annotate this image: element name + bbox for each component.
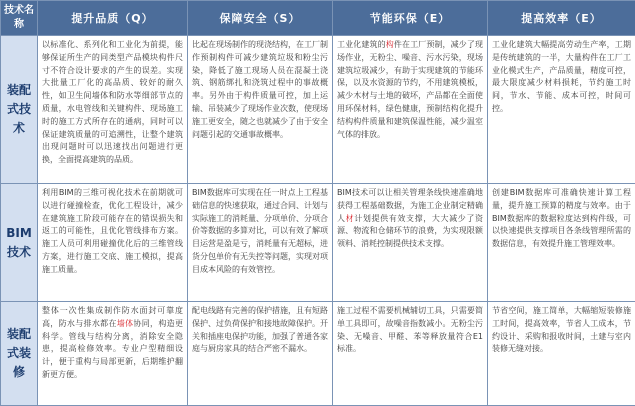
cell-prefab-safety [188, 36, 333, 184]
cell-text: BIM技术可以让相关管理条线快速准确地获得工程基础数据，为施工企业制定精确人 [337, 188, 483, 223]
column-header-efficiency: 提高效率（E） [488, 1, 635, 36]
row-header-prefab: 装配式技术 [1, 36, 38, 184]
header-row [1, 1, 635, 36]
row-header-bim: BIM技术 [1, 184, 38, 302]
cell-decoration-energy [333, 302, 488, 406]
cell-text: 整体一次性集成制作防水面封可靠度高，防水与排水都在 [42, 306, 183, 328]
highlighted-text: 材 [346, 214, 355, 223]
cell-text: 创建BIM数据库可准确快速计算工程量，提升施工预算的精度与效率。由于BIM数据库的数据粒度达到构件级，可以快速提供支撑项目各条线管理所需的数据信息，有效提升施工管理效率。 [492, 188, 631, 248]
highlighted-text: 墙体 [117, 319, 134, 328]
row-header-decoration: 装配式装修 [1, 302, 38, 406]
cell-text: 配电线路有完善的保护措施，且有短路保护、过负荷保护和接地故障保护。开关和插座电保护功能，加强了普通各家庭与厨房家具的结合严密不漏水。 [192, 306, 328, 353]
cell-text: 比起在现场制作的现浇结构，在工厂制作预制构件可减少建筑垃圾和粉尘污染，降低了施工现场人员在混凝土浇筑、钢筋绑扎和浇筑过程中的事故概率。另外由于构件质量可控，加上运输、吊装减少了现场作业次数，使现场施工更安全，随之也就减少了由于安全问题引起的交通事故概率。 [192, 40, 328, 139]
cell-text: 以标准化、系列化和工业化为前提，能够保证所生产的同类型产品模块构件尺寸不符合设计要求的产生的误差。实现大批量工厂化的高品质、较好的耐久性，如卫生间墙体和防水等细部节点的质量，水电管线和关键构件、现场施工时的施工方式所存在的通病，同时可以保证建筑质量的可追溯性，让整个建筑出现问题时可以迅速找出问题进行更换，全面提高建筑的品质。 [42, 40, 183, 164]
cell-decoration-safety [188, 302, 333, 406]
cell-prefab-efficiency [488, 36, 635, 184]
cell-text: 协同，构造更科学。管线与结构分离，消除安全隐患，提高检修效率。专业户型精细设计，便于重构与局部更新，后期维护翻新更方便。 [42, 319, 183, 379]
cell-decoration-efficiency [488, 302, 635, 406]
cell-bim-energy [333, 184, 488, 302]
cell-bim-quality [38, 184, 188, 302]
corner-header: 技术名称 [1, 1, 38, 36]
cell-text: 计划提供有效支撑，大大减少了资源、物流和仓储环节的浪费，为实现限额领料、消耗控制提供技术支撑。 [337, 214, 483, 249]
cell-text: 件在工厂预制，减少了现场作业，无粉尘、噪音、污水污染，现场建筑垃圾减少，有助于实现建筑的节能环保，以及水资源的节约，不用建筑模板，减少木材与土地的破坏，产品都在全面使用环保材料，绿色健康，预制结构化提升结构构件质量和建筑保温性能，减少温室气体的排放。 [337, 40, 483, 139]
column-header-energy: 节能环保（E） [333, 1, 488, 36]
cell-decoration-quality [38, 302, 188, 406]
cell-text: BIM数据库可实现在任一时点上工程基础信息的快速获取，通过合同、计划与实际施工的消耗量、分项单价、分项合价等数据的多算对比，可以有效了解项目运营是盈是亏，消耗量有无超标，进货分包单价有无失控等问题，实现对项目成本风险的有效管控。 [192, 188, 328, 274]
cell-text: 节省空间，施工简单，大幅缩短装修施工时间，提高效率，节省人工成本，节约设计、采购和报收时间，土建与室内装修无缝对接。 [492, 306, 631, 353]
table-row-decoration [1, 302, 635, 406]
cell-text: 工业化建筑的 [337, 40, 386, 49]
table-row-bim [1, 184, 635, 302]
cell-bim-safety [188, 184, 333, 302]
table-row-prefab [1, 36, 635, 184]
cell-prefab-energy [333, 36, 488, 184]
cell-text: 工业化建筑大幅提高劳动生产率，工期是传统建筑的一半，大量构件在工厂工业化模式生产，产品质量，精度可控，最大限度减少材料损耗，节约施工时间，节水、节能、成本可控，时间可控。 [492, 40, 631, 113]
cell-bim-efficiency [488, 184, 635, 302]
cell-prefab-quality [38, 36, 188, 184]
column-header-quality: 提升品质（Q） [38, 1, 188, 36]
column-header-safety: 保障安全（S） [188, 1, 333, 36]
cell-text: 利用BIM的三维可视化技术在前期就可以进行碰撞检查，优化工程设计，减少在建筑施工阶段可能存在的错误损失和返工的可能性，且优化管线排布方案。施工人员可利用碰撞优化后的三维管线方案，进行施工交底、施工模拟，提高施工质量。 [42, 188, 183, 274]
cell-text: 施工过程不需要机械辅切工具，只需要简单工具即可，故噪音指数减小。无粉尘污染、无噪音、甲醛、苯等释放量符合E1标准。 [337, 306, 483, 353]
highlighted-text: 构 [386, 40, 394, 49]
